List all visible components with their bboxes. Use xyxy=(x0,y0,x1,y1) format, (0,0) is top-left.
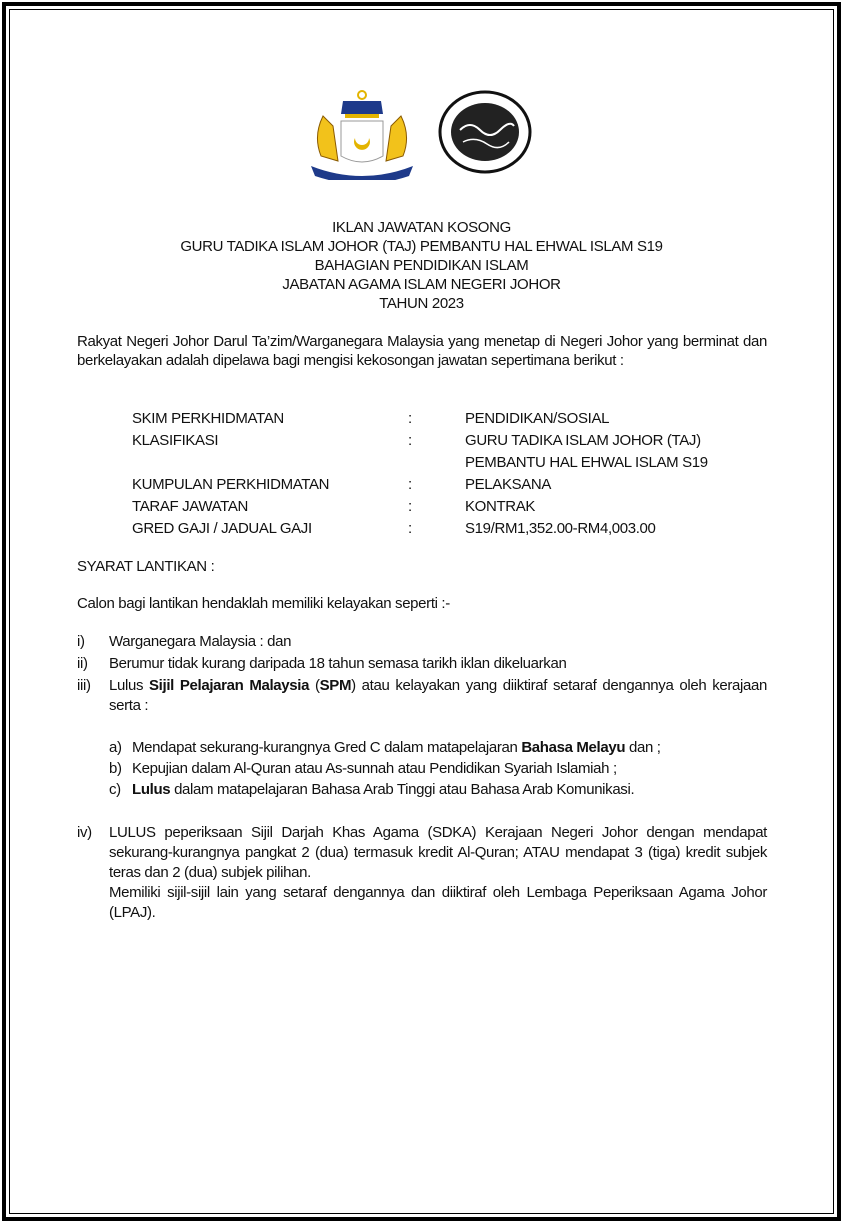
item-text-bold: Sijil Pelajaran Malaysia xyxy=(149,677,310,694)
title-line: TAHUN 2023 xyxy=(379,295,464,312)
detail-row xyxy=(132,408,772,430)
list-number: i) xyxy=(77,633,85,650)
intro-paragraph: Rakyat Negeri Johor Darul Ta’zim/Warganegara Malaysia yang menetap di Negeri Johor yang berminat dan berkelayakan adalah dipelawa bagi mengisi kekosongan jawatan sepertimana berikut : xyxy=(77,333,767,369)
item-text: Lulus xyxy=(109,677,150,694)
item-text: dan ; xyxy=(625,739,661,756)
detail-sep: : xyxy=(408,498,412,515)
title-line: BAHAGIAN PENDIDIKAN ISLAM xyxy=(314,257,529,274)
detail-sep: : xyxy=(408,520,412,537)
detail-key: TARAF JAWATAN xyxy=(132,498,248,515)
detail-value: PENDIDIKAN/SOSIAL xyxy=(465,410,610,427)
item-text: dalam matapelajaran Bahasa Arab Tinggi atau Bahasa Arab Komunikasi. xyxy=(170,781,635,798)
list-number: iii) xyxy=(77,677,91,694)
detail-sep: : xyxy=(408,476,412,493)
item-text: Mendapat sekurang-kurangnya Gred C dalam matapelajaran xyxy=(132,739,522,756)
item-text-bold: SPM xyxy=(319,677,352,694)
item-text: Kepujian dalam Al-Quran atau As-sunnah atau Pendidikan Syariah Islamiah ; xyxy=(132,760,617,777)
title-line: JABATAN AGAMA ISLAM NEGERI JOHOR xyxy=(282,276,561,293)
item-text: ) atau kelayakan yang diiktiraf setaraf dengannya oleh kerajaan serta : xyxy=(109,677,767,714)
item-text: Memiliki sijil-sijil lain yang setaraf dengannya dan diiktiraf oleh Lembaga Peperiksaan Agama Johor (LPAJ). xyxy=(109,884,767,921)
sub-number: a) xyxy=(109,739,122,756)
detail-row xyxy=(132,452,772,474)
detail-key: KUMPULAN PERKHIDMATAN xyxy=(132,476,330,493)
detail-sep: : xyxy=(408,410,412,427)
detail-row xyxy=(132,430,772,452)
list-number: ii) xyxy=(77,655,88,672)
sub-number: b) xyxy=(109,760,122,777)
detail-value: PEMBANTU HAL EHWAL ISLAM S19 xyxy=(465,454,708,471)
item-text: LULUS peperiksaan Sijil Darjah Khas Agama (SDKA) Kerajaan Negeri Johor dengan mendapat sekurang-kurangnya pangkat 2 (dua) termasuk kredit Al-Quran; ATAU mendapat 3 (tiga) kredit subjek teras dan 2 (dua) subjek pilihan. xyxy=(109,824,767,881)
item-text: Warganegara Malaysia : dan xyxy=(109,633,292,650)
detail-key: GRED GAJI / JADUAL GAJI xyxy=(132,520,312,537)
lead-text: Calon bagi lantikan hendaklah memiliki kelayakan seperti :- xyxy=(77,595,450,612)
jabatan-agama-seal-logo xyxy=(438,90,532,174)
detail-sep: : xyxy=(408,432,412,449)
detail-key: SKIM PERKHIDMATAN xyxy=(132,410,284,427)
johor-coat-of-arms-logo xyxy=(303,86,421,180)
detail-row xyxy=(132,518,772,540)
detail-value: S19/RM1,352.00-RM4,003.00 xyxy=(465,520,656,537)
detail-value: PELAKSANA xyxy=(465,476,552,493)
section-heading: SYARAT LANTIKAN : xyxy=(77,558,215,575)
item-text-bold: Lulus xyxy=(132,781,171,798)
document-title xyxy=(0,218,843,313)
detail-value: GURU TADIKA ISLAM JOHOR (TAJ) xyxy=(465,432,701,449)
item-text: Berumur tidak kurang daripada 18 tahun semasa tarikh iklan dikeluarkan xyxy=(109,655,567,672)
sub-number: c) xyxy=(109,781,121,798)
list-number: iv) xyxy=(77,824,92,841)
title-line: GURU TADIKA ISLAM JOHOR (TAJ) PEMBANTU HAL EHWAL ISLAM S19 xyxy=(180,238,663,255)
detail-row xyxy=(132,496,772,518)
detail-value: KONTRAK xyxy=(465,498,536,515)
detail-key: KLASIFIKASI xyxy=(132,432,219,449)
item-text: ( xyxy=(309,677,320,694)
item-text-bold: Bahasa Melayu xyxy=(521,739,626,756)
title-line: IKLAN JAWATAN KOSONG xyxy=(332,219,511,236)
detail-row xyxy=(132,474,772,496)
